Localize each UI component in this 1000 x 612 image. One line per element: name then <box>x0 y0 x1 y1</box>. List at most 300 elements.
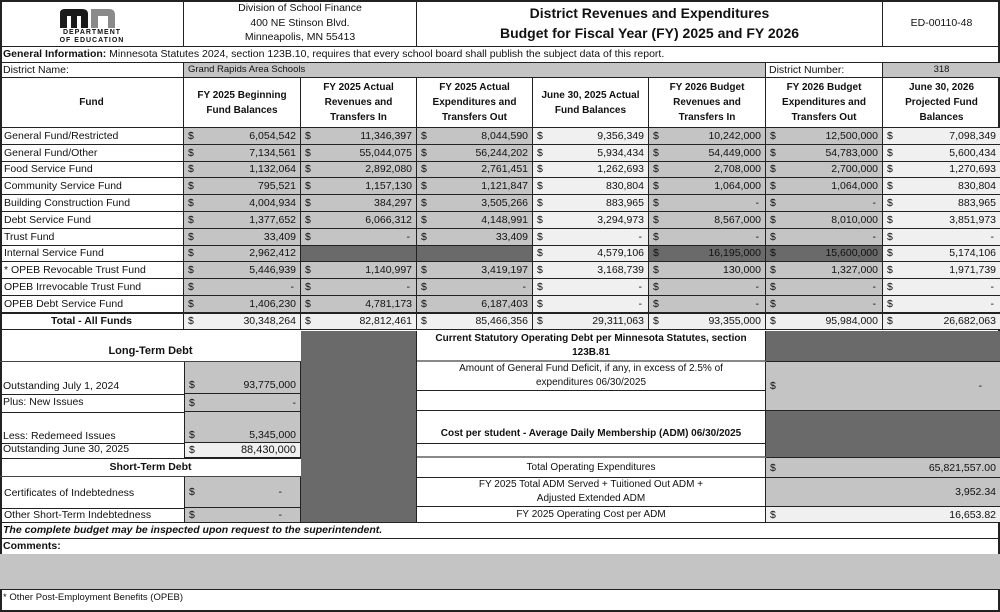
fund-name-text: General Fund/Other <box>4 146 98 159</box>
amount-cell <box>649 128 766 145</box>
amount-cell <box>301 128 417 145</box>
currency-symbol: $ <box>770 315 776 328</box>
amount-value: 5,600,434 <box>949 146 996 159</box>
currency-symbol: $ <box>421 315 427 328</box>
currency-symbol: $ <box>537 146 543 159</box>
column-header: FY 2025 Actual Expenditures and Transfers Out <box>417 78 533 128</box>
currency-symbol: $ <box>770 297 776 310</box>
currency-symbol: $ <box>770 281 776 294</box>
amount-cell <box>184 145 301 162</box>
currency-symbol: $ <box>421 281 427 294</box>
amount-value: 4,148,991 <box>481 213 528 226</box>
amount-cell <box>417 162 533 179</box>
amount-value: 7,098,349 <box>949 129 996 142</box>
budget-notice: The complete budget may be inspected upon request to the superintendent. <box>0 522 1000 538</box>
amount-cell <box>883 195 1000 212</box>
amount-value: - <box>406 230 410 243</box>
amount-value: 2,892,080 <box>365 163 412 176</box>
ltd-value: 88,430,000 <box>240 444 296 456</box>
amount-value: - <box>290 281 294 294</box>
amount-cell <box>184 262 301 279</box>
amount-cell <box>649 262 766 279</box>
amount-cell <box>301 262 417 279</box>
currency-symbol: $ <box>653 297 659 310</box>
currency-symbol: $ <box>770 146 776 159</box>
amount-cell <box>533 229 649 246</box>
std-row-certificates <box>0 477 301 508</box>
column-header: FY 2025 Beginning Fund Balances <box>184 78 301 128</box>
amount-value: 7,134,561 <box>249 146 296 159</box>
amount-value: 16,195,000 <box>708 247 761 260</box>
amount-cell <box>883 128 1000 145</box>
currency-symbol: $ <box>305 264 311 277</box>
currency-symbol: $ <box>189 486 195 498</box>
currency-symbol: $ <box>421 197 427 210</box>
amount-value: - <box>872 297 876 310</box>
currency-symbol: $ <box>188 264 194 277</box>
column-header: FY 2026 Budget Revenues and Transfers In <box>649 78 766 128</box>
currency-symbol: $ <box>188 247 194 260</box>
currency-symbol: $ <box>770 380 776 392</box>
currency-symbol: $ <box>188 146 194 159</box>
amount-cell <box>417 145 533 162</box>
general-info-label: General Information: <box>3 48 107 60</box>
currency-symbol: $ <box>887 315 893 328</box>
district-name-value: Grand Rapids Area Schools <box>184 63 766 78</box>
currency-symbol: $ <box>421 163 427 176</box>
title-line-1: District Revenues and Expenditures <box>529 5 770 21</box>
fund-name <box>0 178 184 195</box>
cost-row-value: 3,952.34 <box>955 486 996 498</box>
amount-cell <box>533 212 649 229</box>
amount-value: 1,971,739 <box>949 264 996 277</box>
comments-field[interactable] <box>0 554 1000 589</box>
ltd-label: Outstanding June 30, 2025 <box>3 443 130 455</box>
amount-cell <box>184 296 301 313</box>
ltd-row-redeemed <box>0 412 301 443</box>
amount-value: 830,804 <box>958 180 996 193</box>
amount-value: 6,054,542 <box>249 129 296 142</box>
amount-value: 29,311,063 <box>592 315 644 328</box>
std-label: Certificates of Indebtedness <box>4 486 135 499</box>
district-name-label: District Name: <box>0 63 184 78</box>
amount-value: 93,355,000 <box>708 315 761 328</box>
amount-cell <box>883 313 1000 330</box>
currency-symbol: $ <box>887 163 893 176</box>
currency-symbol: $ <box>887 129 893 142</box>
amount-cell <box>184 279 301 296</box>
std-value-cell <box>184 477 301 508</box>
currency-symbol: $ <box>189 396 195 409</box>
ltd-value-cell <box>184 443 301 458</box>
amount-value: 54,449,000 <box>708 146 761 159</box>
district-number-label: District Number: <box>766 63 883 78</box>
currency-symbol: $ <box>770 180 776 193</box>
currency-symbol: $ <box>770 230 776 243</box>
amount-cell <box>766 178 883 195</box>
amount-value: 830,804 <box>606 180 644 193</box>
currency-symbol: $ <box>537 197 543 210</box>
amount-cell <box>184 229 301 246</box>
currency-symbol: $ <box>421 230 427 243</box>
amount-value: 1,406,230 <box>249 297 296 310</box>
currency-symbol: $ <box>537 315 543 328</box>
cost-row-value-cell <box>766 478 1000 507</box>
general-info-text: Minnesota Statutes 2024, section 123B.10, requires that every school board shall publish the subject data of this report. <box>106 48 665 60</box>
cost-row-value-cell <box>766 507 1000 522</box>
currency-symbol: $ <box>188 230 194 243</box>
amount-cell <box>301 229 417 246</box>
currency-symbol: $ <box>887 213 893 226</box>
deficit-value: - <box>978 380 982 392</box>
amount-value: - <box>872 197 876 210</box>
comments-label: Comments: <box>0 538 1000 554</box>
amount-value: 3,419,197 <box>481 264 528 277</box>
amount-cell <box>301 178 417 195</box>
operating-debt-title: Current Statutory Operating Debt per Minnesota Statutes, section 123B.81 <box>417 331 766 362</box>
amount-value: 11,346,397 <box>360 129 412 142</box>
column-header: FY 2025 Actual Revenues and Transfers In <box>301 78 417 128</box>
fund-name-text: Internal Service Fund <box>4 247 104 260</box>
amount-cell <box>301 162 417 179</box>
amount-value: 2,708,000 <box>714 163 761 176</box>
amount-value: 1,327,000 <box>831 264 878 277</box>
currency-symbol: $ <box>421 129 427 142</box>
amount-value: 2,700,000 <box>831 163 878 176</box>
currency-symbol: $ <box>188 197 194 210</box>
currency-symbol: $ <box>887 197 893 210</box>
ltd-row-outstanding-start <box>0 362 301 394</box>
amount-value: - <box>755 281 759 294</box>
amount-cell <box>417 128 533 145</box>
amount-cell <box>417 178 533 195</box>
fund-name <box>0 212 184 229</box>
currency-symbol: $ <box>305 163 311 176</box>
fund-name-text: Trust Fund <box>4 230 55 243</box>
fund-name-text: Food Service Fund <box>4 163 93 176</box>
amount-cell <box>649 162 766 179</box>
amount-value: 33,409 <box>495 230 528 243</box>
currency-symbol: $ <box>770 163 776 176</box>
amount-value: 130,000 <box>723 264 761 277</box>
amount-cell <box>417 313 533 330</box>
blocked-cell <box>301 246 417 263</box>
ltd-value: - <box>292 396 296 409</box>
total-row-label <box>0 313 184 330</box>
amount-value: 33,409 <box>263 230 296 243</box>
amount-cell <box>184 313 301 330</box>
ltd-value: 93,775,000 <box>243 379 296 391</box>
amount-value: 795,521 <box>258 180 296 193</box>
amount-cell <box>766 313 883 330</box>
amount-cell <box>533 178 649 195</box>
column-header: June 30, 2025 Actual Fund Balances <box>533 78 649 128</box>
amount-cell <box>766 229 883 246</box>
amount-cell <box>533 246 649 263</box>
amount-cell <box>883 296 1000 313</box>
fund-name <box>0 162 184 179</box>
amount-value: 1,064,000 <box>714 180 761 193</box>
amount-cell <box>766 162 883 179</box>
amount-value: 1,140,997 <box>365 264 412 277</box>
ltd-value: 5,345,000 <box>249 429 296 441</box>
logo-line1: DEPARTMENT <box>62 29 122 36</box>
currency-symbol: $ <box>653 129 659 142</box>
currency-symbol: $ <box>305 180 311 193</box>
fund-name <box>0 145 184 162</box>
amount-value: - <box>872 230 876 243</box>
std-value-cell <box>184 508 301 522</box>
fund-name-text: Building Construction Fund <box>4 197 131 210</box>
amount-value: - <box>522 281 526 294</box>
currency-symbol: $ <box>188 213 194 226</box>
currency-symbol: $ <box>188 297 194 310</box>
amount-cell <box>883 229 1000 246</box>
std-label: Other Short-Term Indebtedness <box>4 509 152 521</box>
amount-cell <box>766 128 883 145</box>
amount-value: 2,962,412 <box>249 247 296 260</box>
amount-value: 4,781,173 <box>365 297 412 310</box>
currency-symbol: $ <box>305 129 311 142</box>
deficit-value-cell <box>766 362 1000 411</box>
currency-symbol: $ <box>188 180 194 193</box>
currency-symbol: $ <box>421 180 427 193</box>
currency-symbol: $ <box>188 315 194 328</box>
amount-value: 5,446,939 <box>249 264 296 277</box>
currency-symbol: $ <box>189 509 195 521</box>
currency-symbol: $ <box>887 247 893 260</box>
amount-cell <box>184 246 301 263</box>
currency-symbol: $ <box>305 297 311 310</box>
amount-cell <box>883 145 1000 162</box>
opeb-footnote: * Other Post-Employment Benefits (OPEB) <box>0 589 1000 612</box>
amount-cell <box>533 313 649 330</box>
amount-value: 56,244,202 <box>475 146 528 159</box>
currency-symbol: $ <box>653 315 659 328</box>
amount-value: - <box>755 297 759 310</box>
fund-name <box>0 128 184 145</box>
amount-cell <box>184 162 301 179</box>
currency-symbol: $ <box>188 281 194 294</box>
currency-symbol: $ <box>653 213 659 226</box>
currency-symbol: $ <box>887 297 893 310</box>
currency-symbol: $ <box>887 281 893 294</box>
amount-cell <box>301 145 417 162</box>
currency-symbol: $ <box>770 213 776 226</box>
amount-cell <box>649 246 766 263</box>
currency-symbol: $ <box>537 163 543 176</box>
short-term-debt-title: Short-Term Debt <box>0 458 301 477</box>
amount-value: 1,377,652 <box>249 213 296 226</box>
report-title <box>417 0 883 46</box>
fund-name-text: General Fund/Restricted <box>4 129 119 142</box>
currency-symbol: $ <box>537 247 543 260</box>
operating-debt-blocked <box>766 331 1000 362</box>
amount-cell <box>766 212 883 229</box>
amount-cell <box>649 296 766 313</box>
currency-symbol: $ <box>770 508 776 521</box>
amount-cell <box>533 296 649 313</box>
amount-cell <box>417 296 533 313</box>
amount-value: - <box>872 281 876 294</box>
amount-cell <box>184 178 301 195</box>
amount-cell <box>417 229 533 246</box>
logo-line2: OF EDUCATION <box>59 37 125 44</box>
amount-value: 95,984,000 <box>825 315 878 328</box>
amount-value: 384,297 <box>374 197 412 210</box>
amount-value: 85,466,356 <box>475 315 528 328</box>
fund-name-text: OPEB Debt Service Fund <box>4 297 124 310</box>
std-value: - <box>278 486 282 498</box>
amount-cell <box>883 279 1000 296</box>
logo-cell <box>0 0 184 46</box>
amount-cell <box>301 279 417 296</box>
currency-symbol: $ <box>305 315 311 328</box>
amount-cell <box>184 212 301 229</box>
amount-value: 1,064,000 <box>831 180 878 193</box>
currency-symbol: $ <box>188 163 194 176</box>
amount-value: - <box>755 197 759 210</box>
amount-cell <box>649 178 766 195</box>
amount-value: 4,579,106 <box>597 247 644 260</box>
currency-symbol: $ <box>421 213 427 226</box>
amount-cell <box>766 195 883 212</box>
amount-value: 12,500,000 <box>825 129 878 142</box>
ltd-value-cell <box>184 394 301 412</box>
amount-cell <box>883 212 1000 229</box>
deficit-label-spacer <box>417 391 766 411</box>
currency-symbol: $ <box>653 230 659 243</box>
title-line-2: Budget for Fiscal Year (FY) 2025 and FY 2026 <box>499 25 800 41</box>
amount-value: 15,600,000 <box>825 247 878 260</box>
amount-value: 82,812,461 <box>359 315 412 328</box>
amount-value: 883,965 <box>606 197 644 210</box>
amount-cell <box>417 195 533 212</box>
address-line-3: Minneapolis, MN 55413 <box>244 31 356 43</box>
currency-symbol: $ <box>305 146 311 159</box>
currency-symbol: $ <box>770 247 776 260</box>
amount-cell <box>417 279 533 296</box>
amount-cell <box>649 145 766 162</box>
fund-name-text: Community Service Fund <box>4 180 122 193</box>
amount-value: - <box>638 297 642 310</box>
currency-symbol: $ <box>189 444 195 456</box>
address-block <box>184 0 417 46</box>
amount-cell <box>883 162 1000 179</box>
fund-name <box>0 262 184 279</box>
amount-value: 1,132,064 <box>249 163 296 176</box>
column-header: FY 2026 Budget Expenditures and Transfers Out <box>766 78 883 128</box>
ltd-value-cell <box>184 362 301 394</box>
currency-symbol: $ <box>653 197 659 210</box>
mn-logo-icon <box>58 8 118 28</box>
amount-cell <box>533 128 649 145</box>
amount-cell <box>766 246 883 263</box>
currency-symbol: $ <box>537 213 543 226</box>
amount-value: 8,010,000 <box>831 213 878 226</box>
fund-name <box>0 296 184 313</box>
amount-cell <box>184 195 301 212</box>
amount-value: 6,066,312 <box>365 213 412 226</box>
amount-value: 5,934,434 <box>597 146 644 159</box>
fund-name-text: Total - All Funds <box>50 315 133 328</box>
currency-symbol: $ <box>189 379 195 391</box>
amount-value: - <box>638 281 642 294</box>
amount-cell <box>883 178 1000 195</box>
blocked-area <box>301 331 417 522</box>
amount-value: 2,761,451 <box>481 163 528 176</box>
currency-symbol: $ <box>653 180 659 193</box>
amount-value: 9,356,349 <box>597 129 644 142</box>
currency-symbol: $ <box>537 297 543 310</box>
std-row-other <box>0 508 301 522</box>
cost-row-value: 16,653.82 <box>949 508 996 521</box>
ltd-label: Outstanding July 1, 2024 <box>3 380 120 392</box>
currency-symbol: $ <box>537 180 543 193</box>
currency-symbol: $ <box>537 281 543 294</box>
amount-value: 30,348,264 <box>243 315 296 328</box>
currency-symbol: $ <box>653 163 659 176</box>
long-term-debt-title: Long-Term Debt <box>0 331 301 362</box>
column-header: Fund <box>0 78 184 128</box>
currency-symbol: $ <box>770 197 776 210</box>
amount-cell <box>649 212 766 229</box>
currency-symbol: $ <box>305 197 311 210</box>
amount-cell <box>301 212 417 229</box>
amount-cell <box>533 279 649 296</box>
amount-value: 5,174,106 <box>949 247 996 260</box>
amount-cell <box>649 313 766 330</box>
ltd-row-outstanding-end <box>0 443 301 458</box>
amount-value: 3,851,973 <box>949 213 996 226</box>
address-line-2: 400 NE Stinson Blvd. <box>250 16 350 29</box>
cost-row-label: FY 2025 Operating Cost per ADM <box>417 507 766 522</box>
currency-symbol: $ <box>770 129 776 142</box>
currency-symbol: $ <box>770 461 776 474</box>
amount-cell <box>766 262 883 279</box>
amount-value: - <box>755 230 759 243</box>
fund-name <box>0 229 184 246</box>
ltd-label: Plus: New Issues <box>3 396 84 408</box>
cost-row-value: 65,821,557.00 <box>928 461 996 474</box>
amount-cell <box>766 145 883 162</box>
amount-value: 26,682,063 <box>943 315 996 328</box>
amount-value: - <box>406 281 410 294</box>
fund-name-text: OPEB Irrevocable Trust Fund <box>4 281 142 294</box>
currency-symbol: $ <box>537 129 543 142</box>
amount-value: 10,242,000 <box>708 129 761 142</box>
amount-value: 54,783,000 <box>825 146 878 159</box>
amount-value: 55,044,075 <box>359 146 412 159</box>
amount-value: - <box>990 281 994 294</box>
currency-symbol: $ <box>421 264 427 277</box>
ltd-row-new-issues <box>0 394 301 412</box>
currency-symbol: $ <box>537 264 543 277</box>
currency-symbol: $ <box>305 230 311 243</box>
address-line-1: Division of School Finance <box>238 2 362 14</box>
amount-value: 1,262,693 <box>597 163 644 176</box>
amount-value: 883,965 <box>958 197 996 210</box>
amount-cell <box>184 128 301 145</box>
fund-name-text: Debt Service Fund <box>4 213 91 226</box>
currency-symbol: $ <box>653 247 659 260</box>
amount-cell <box>301 313 417 330</box>
currency-symbol: $ <box>887 264 893 277</box>
fund-name <box>0 246 184 263</box>
currency-symbol: $ <box>653 146 659 159</box>
currency-symbol: $ <box>537 230 543 243</box>
currency-symbol: $ <box>887 230 893 243</box>
